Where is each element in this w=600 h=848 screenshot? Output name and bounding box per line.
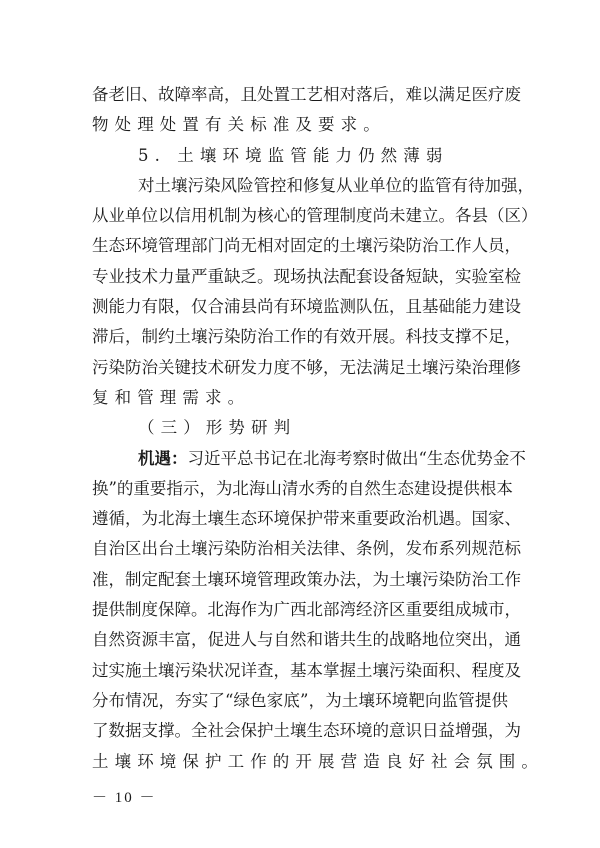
paragraph-line xyxy=(92,444,526,474)
section-heading xyxy=(92,413,508,443)
line-text: 准，制定配套土壤环境管理政策办法，为土壤污染防治工作 xyxy=(92,569,521,589)
line-text: 物处理处置有关标准及要求。 xyxy=(92,115,386,135)
paragraph-line xyxy=(92,110,508,140)
line-text: 土壤环境保护工作的开展营造良好社会氛围。 xyxy=(92,751,544,771)
paragraph-line xyxy=(92,625,521,655)
document-body xyxy=(92,80,544,777)
line-text: 自然资源丰富，促进人与自然和谐共生的战略地位突出，通 xyxy=(92,630,521,650)
line-text: 对土壤污染风险管控和修复从业单位的监管有待加强， xyxy=(138,175,534,195)
paragraph-line xyxy=(92,231,521,261)
paragraph-line xyxy=(92,292,521,322)
paragraph-line xyxy=(92,534,521,564)
paragraph-line xyxy=(92,595,521,625)
line-text: 测能力有限，仅合浦县尚有环境监测队伍，且基础能力建设 xyxy=(92,297,521,317)
line-text: 提供制度保障。北海作为广西北部湾经济区重要组成城市， xyxy=(92,600,521,620)
line-text: 了数据支撑。全社会保护土壤生态环境的意识日益增强，为 xyxy=(92,721,521,741)
paragraph-line xyxy=(92,80,521,110)
paragraph-line xyxy=(92,747,544,777)
line-text: 从业单位以信用机制为核心的管理制度尚未建立。各县（区） xyxy=(92,206,538,226)
paragraph-line xyxy=(92,262,521,292)
line-text: （三）形势研判 xyxy=(138,418,297,438)
line-text: 习近平总书记在北海考察时做出“生态优势金不 xyxy=(187,448,526,468)
section-heading xyxy=(92,141,508,171)
paragraph-line xyxy=(92,565,521,595)
paragraph-line xyxy=(92,474,513,504)
line-text: 滞后，制约土壤污染防治工作的有效开展。科技支撑不足， xyxy=(92,327,521,347)
paragraph-line xyxy=(92,353,521,383)
line-text: 换”的重要指示，为北海山清水秀的自然生态建设提供根本 xyxy=(92,478,513,498)
line-text: 5. 土壤环境监管能力仍然薄弱 xyxy=(138,145,449,165)
line-text: 过实施土壤污染状况详查，基本掌握土壤污染面积、程度及 xyxy=(92,660,521,680)
paragraph-line xyxy=(92,322,521,352)
page-number: － 10 － xyxy=(92,790,157,806)
line-text: 分布情况，夯实了“绿色家底”，为土壤环境靶向监管提供 xyxy=(92,690,508,710)
paragraph-line xyxy=(92,171,534,201)
line-text: 自治区出台土壤污染防治相关法律、条例，发布系列规范标 xyxy=(92,539,521,559)
line-text: 复和管理需求。 xyxy=(92,387,251,407)
paragraph-line xyxy=(92,201,538,231)
line-text: 生态环境管理部门尚无相对固定的土壤污染防治工作人员， xyxy=(92,236,521,256)
paragraph-line xyxy=(92,686,508,716)
paragraph-line xyxy=(92,716,521,746)
line-text: 专业技术力量严重缺乏。现场执法配套设备短缺，实验室检 xyxy=(92,266,521,286)
lead-label: 机遇： xyxy=(138,448,188,468)
line-text: 遵循，为北海土壤生态环境保护带来重要政治机遇。国家、 xyxy=(92,509,521,529)
paragraph-line xyxy=(92,504,521,534)
line-text: 备老旧、故障率高，且处置工艺相对落后，难以满足医疗废 xyxy=(92,85,521,104)
paragraph-line xyxy=(92,383,508,413)
paragraph-line xyxy=(92,656,521,686)
line-text: 污染防治关键技术研发力度不够，无法满足土壤污染治理修 xyxy=(92,357,521,377)
